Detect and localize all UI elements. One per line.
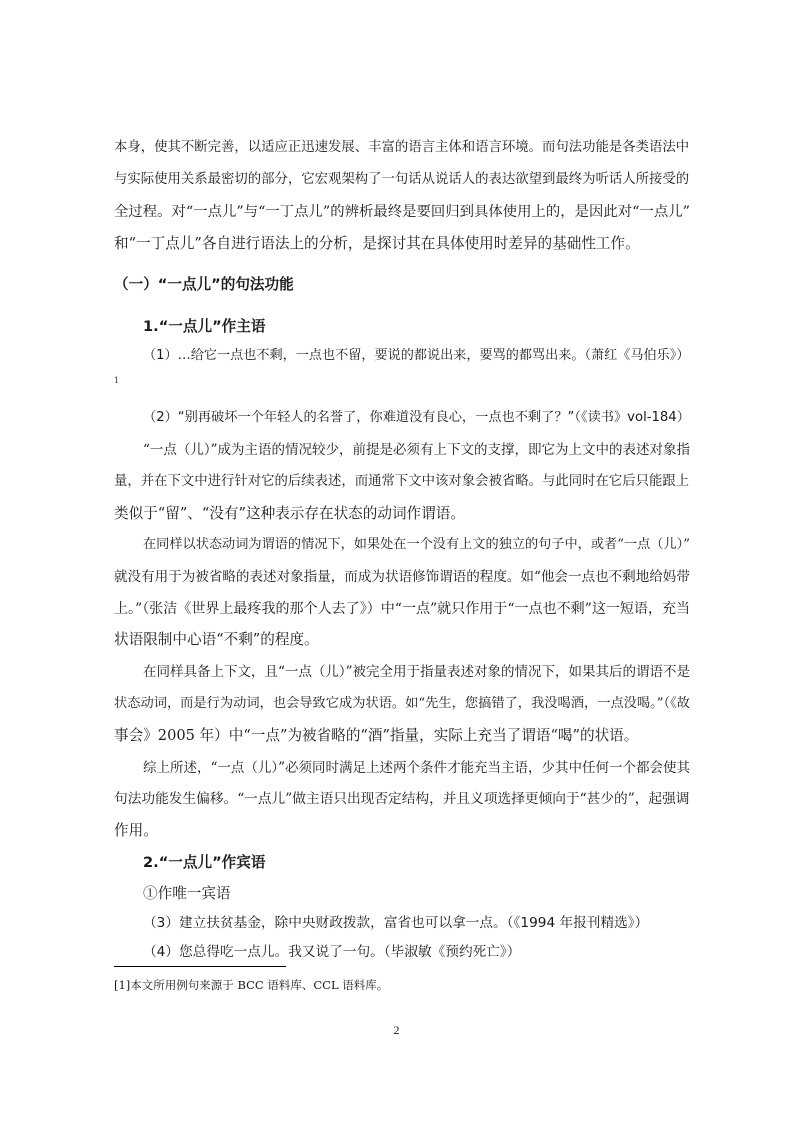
example-sentence: （4）您总得吃一点儿。我又说了一句。（毕淑敏《预约死亡》） [143, 944, 521, 960]
body-text-line: 句法功能发生偏移。“一点儿”做主语只出现否定结构，并且义项选择更倾向于“甚少的”，起强调 [114, 791, 690, 807]
body-text-line: 和“一丁点儿”各自进行语法上的分析，是探讨其在具体使用时差异的基础性工作。 [114, 235, 640, 252]
body-text-line: 状态动词，而是行为动词，也会导致它成为状语。如“先生，您搞错了，我没喝酒，一点没喝。”（《故 [114, 696, 690, 711]
body-text-line: 本身，使其不断完善，以适应正迅速发展、丰富的语言主体和语言环境。而句法功能是各类语法中 [114, 140, 690, 155]
body-text-line: 全过程。对“一点儿”与“一丁点儿”的辨析最终是要回归到具体使用上的，是因此对“一点儿” [114, 204, 690, 220]
footnote-marker: 1 [114, 376, 120, 385]
body-text-line: 在同样以状态动词为谓语的情况下，如果处在一个没有上文的独立的句子中，或者“一点（儿）” [143, 537, 690, 552]
subsection-heading: 1.“一点儿”作主语 [143, 318, 266, 335]
example-sentence: （2）“别再破坏一个年轻人的名誉了，你难道没有良心，一点也不剩了？”（《读书》vol-184） [143, 410, 690, 425]
body-text-line: 综上所述，“一点（儿）”必须同时满足上述两个条件才能充当主语，少其中任何一个都会使其 [143, 760, 691, 776]
subsection-heading: 2.“一点儿”作宾语 [143, 854, 266, 871]
body-text-line: 事会》2005 年）中“一点”为被省略的“酒”指量，实际上充当了谓语“喝”的状语。 [114, 727, 639, 744]
body-text-line: “一点（儿）”成为主语的情况较少，前提是必须有上下文的支撑，即它为上文中的表述对象指 [143, 442, 691, 458]
body-text-line: 上。”（张洁《世界上最疼我的那个人去了》）中“一点”就只作用于“一点也不剩”这一短语，充当 [114, 601, 691, 617]
example-sentence: （3）建立扶贫基金，除中央财政拨款，富省也可以拿一点。（《1994 年报刊精选》） [143, 915, 649, 931]
body-text-line: 就没有用于为被省略的表述对象指量，而成为状语修饰谓语的程度。如“他会一点也不剩地给妈带 [114, 569, 690, 585]
body-text-line: 作用。 [114, 822, 158, 839]
page-number: 2 [393, 1023, 400, 1037]
body-text-line: 与实际使用关系最密切的部分，它宏观架构了一句话从说话人的表达欲望到最终为听话人所接受的 [114, 172, 690, 187]
list-item-label: ①作唯一宾语 [143, 885, 231, 902]
section-heading: （一）“一点儿”的句法功能 [114, 276, 294, 293]
footnote-separator [114, 966, 286, 967]
body-text-line: 类似于“留”、“没有”这种表示存在状态的动词作谓语。 [114, 505, 465, 522]
body-text-line: 状语限制中心语“不剩”的程度。 [114, 631, 319, 648]
body-text-line: 在同样具备上下文，且“一点（儿）”被完全用于指量表述对象的情况下，如果其后的谓语不是 [143, 664, 691, 680]
body-text-line: 量，并在下文中进行针对它的后续表述，而通常下文中该对象会被省略。与此同时在它后只能跟上 [114, 474, 690, 489]
footnote: [1]本文所用例句来源于 BCC 语料库、CCL 语料库。 [114, 978, 389, 992]
example-sentence: （1）…给它一点也不剩，一点也不留，要说的都说出来，要骂的都骂出来。（萧红《马伯乐》） [143, 348, 690, 363]
